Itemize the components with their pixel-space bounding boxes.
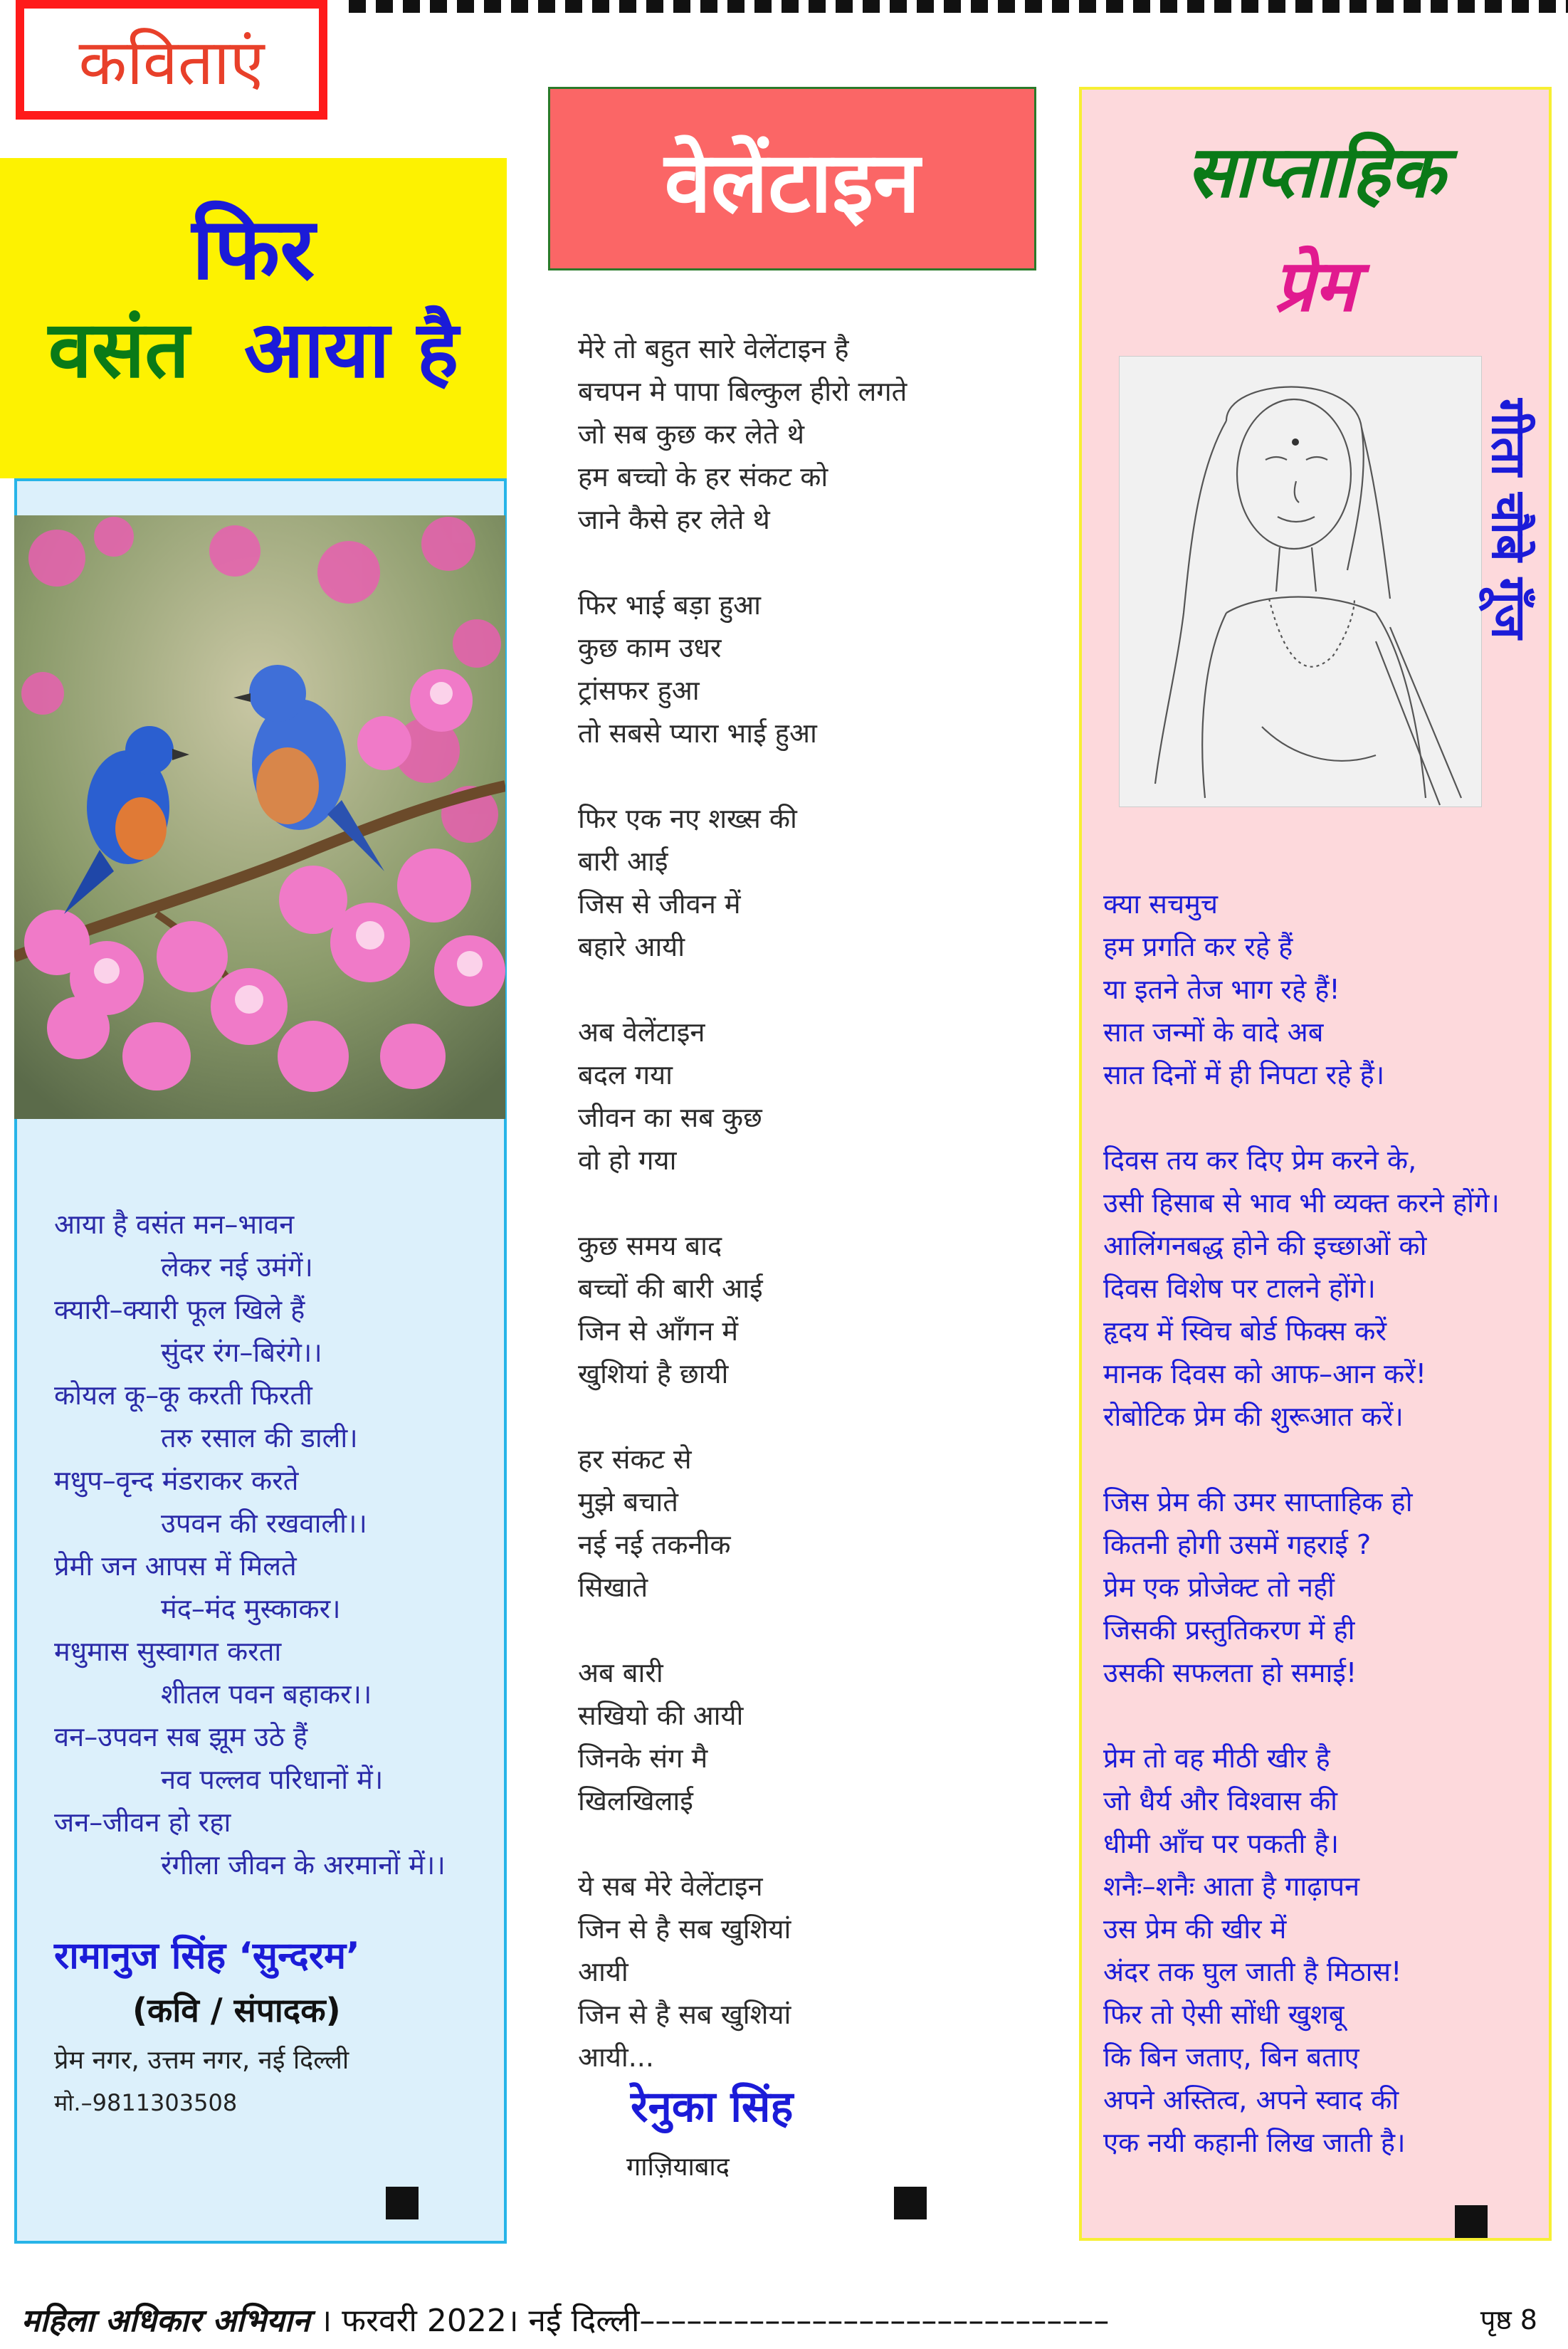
- poem2-line: आयी...: [578, 2041, 654, 2073]
- poem3-line: एक नयी कहानी लिख जाती है।: [1103, 2127, 1406, 2158]
- poem3-line: दिवस तय कर दिए प्रेम करने के,: [1103, 1145, 1417, 1176]
- poem1-line: आया है वसंत मन–भावन: [54, 1209, 295, 1240]
- poem2-body: [578, 327, 907, 2079]
- stanza-gap: [578, 1822, 907, 1865]
- poem1-line: वन–उपवन सब झूम उठे हैं: [54, 1721, 308, 1752]
- poem2-line: बहारे आयी: [578, 931, 685, 962]
- stanza-gap: [578, 1182, 907, 1224]
- poem3-line: रोबोटिक प्रेम की शुरूआत करें।: [1103, 1401, 1404, 1432]
- poem3-line: जिसकी प्रस्तुतिकरण में ही: [1103, 1614, 1355, 1646]
- poem2-line: हर संकट से: [578, 1444, 692, 1475]
- footer-dashes: ––––––––––––––––––––––––––––––: [639, 2303, 1110, 2339]
- poem2-line: नई नई तकनीक: [578, 1529, 731, 1560]
- poem2-line: बच्चों की बारी आई: [578, 1273, 763, 1304]
- poem2-line: वो हो गया: [578, 1145, 677, 1176]
- footer-page-number: पृष्ठ 8: [1480, 2304, 1537, 2335]
- poem1-line: सुंदर रंग–बिरंगे।।: [161, 1337, 322, 1368]
- poem3-title-line1: साप्ताहिक: [1186, 130, 1445, 214]
- poem1-title-line1: फिर: [191, 200, 315, 299]
- poem3-title-line2: प्रेम: [1273, 244, 1357, 327]
- top-dashed-rule: [349, 0, 1568, 13]
- poem1-line: कोयल कू–कू करती फिरती: [54, 1380, 312, 1411]
- poem3-line: हृदय में स्विच बोर्ड फिक्स करें: [1103, 1315, 1387, 1347]
- poem2-line: ट्रांसफर हुआ: [578, 675, 700, 706]
- poem1-line: रंगीला जीवन के अरमानों में।।: [161, 1849, 446, 1881]
- poem2-title: वेलेंटाइन: [548, 87, 1036, 270]
- poem3-line: धीमी आँच पर पकती है।: [1103, 1828, 1340, 1859]
- poem2-line: खिलखिलाई: [578, 1785, 693, 1817]
- poem3-line: अपने अस्तित्व, अपने स्वाद की: [1103, 2084, 1399, 2116]
- end-mark-1: [386, 2187, 419, 2219]
- poem3-line: आलिंगनबद्ध होने की इच्छाओं को: [1103, 1230, 1427, 1261]
- page-footer: [21, 2298, 1552, 2340]
- stanza-gap: [578, 755, 907, 797]
- stanza-gap: [578, 541, 907, 584]
- poem3-line: शनैः–शनैः आता है गाढ़ापन: [1103, 1871, 1360, 1902]
- poem2-line: सखियो की आयी: [578, 1700, 744, 1731]
- poem2-line: जीवन का सब कुछ: [578, 1102, 762, 1133]
- poem2-author-place: गाज़ियाबाद: [626, 2153, 730, 2182]
- poem1-author: रामानुज सिंह ‘सुन्दरम’: [54, 1935, 360, 1977]
- poem2-line: खुशियां है छायी: [578, 1358, 729, 1389]
- footer-publication: महिला अधिकार अभियान: [21, 2303, 310, 2339]
- poem1-author-mobile: मो.–9811303508: [54, 2089, 238, 2116]
- poem3-line: मानक दिवस को आफ–आन करें!: [1103, 1358, 1427, 1389]
- poem2-line: जिनके संग मै: [578, 1743, 708, 1774]
- poem2-author: रेनुका सिंह: [631, 2082, 794, 2132]
- poem2-line: कुछ समय बाद: [578, 1230, 722, 1261]
- poem1-title-word-aaya: आया है: [243, 304, 459, 395]
- poem3-line: या इतने तेज भाग रहे हैं!: [1103, 974, 1340, 1005]
- stanza-gap: [1103, 1096, 1500, 1139]
- poem1-title-word-vasant: वसंत: [48, 304, 190, 395]
- poem1-title-line2: [0, 293, 507, 400]
- poem2-line: मुझे बचाते: [578, 1486, 678, 1518]
- poem2-line: जाने कैसे हर लेते थे: [578, 504, 770, 535]
- poem2-line: अब बारी: [578, 1657, 663, 1688]
- poem3-line: सात जन्मों के वादे अब: [1103, 1016, 1324, 1048]
- poem2-line: जिन से है सब खुशियां: [578, 1999, 791, 2030]
- poem1-author-role: (कवि / संपादक): [132, 1991, 341, 2029]
- poem2-line: अब वेलेंटाइन: [578, 1016, 705, 1048]
- footer-issue: । फरवरी 2022। नई दिल्ली: [320, 2303, 640, 2339]
- poem3-line: कितनी होगी उसमें गहराई ?: [1103, 1529, 1372, 1560]
- end-mark-2: [894, 2187, 927, 2219]
- poem3-line: उसी हिसाब से भाव भी व्यक्त करने होंगे।: [1103, 1187, 1500, 1219]
- stanza-gap: [578, 1395, 907, 1438]
- stanza-gap: [578, 1609, 907, 1651]
- poem1-body: [54, 1203, 446, 1886]
- poem2-line: जिस से जीवन में: [578, 888, 741, 920]
- poem2-line: फिर भाई बड़ा हुआ: [578, 589, 762, 621]
- stanza-gap: [578, 968, 907, 1011]
- poem2-line: सिखाते: [578, 1572, 648, 1603]
- poem2-line: आयी: [578, 1956, 628, 1987]
- poem2-line: बदल गया: [578, 1059, 673, 1091]
- section-label: कविताएं: [16, 0, 327, 120]
- poem3-line: दिवस विशेष पर टालने होंगे।: [1103, 1273, 1376, 1304]
- poem3-author: गीता चौबे गूँज: [1481, 399, 1536, 639]
- poem3-line: जिस प्रेम की उमर साप्ताहिक हो: [1103, 1486, 1413, 1518]
- stanza-gap: [1103, 1694, 1500, 1737]
- poem1-line: तरु रसाल की डाली।: [161, 1422, 358, 1454]
- poem1-line: क्यारी–क्यारी फूल खिले हैं: [54, 1294, 305, 1325]
- poem2-line: जो सब कुछ कर लेते थे: [578, 419, 805, 450]
- poem1-title-box: [0, 158, 507, 478]
- birds-on-blossom-image: [14, 515, 505, 1119]
- poem3-line: उस प्रेम की खीर में: [1103, 1913, 1287, 1945]
- poem1-line: मधुमास सुस्वागत करता: [54, 1636, 282, 1667]
- poem2-line: जिन से आँगन में: [578, 1315, 739, 1347]
- poem2-line: बारी आई: [578, 846, 668, 877]
- poem3-line: हम प्रगति कर रहे हैं: [1103, 931, 1293, 962]
- poem1-author-address: प्रेम नगर, उत्तम नगर, नई दिल्ली: [54, 2046, 349, 2075]
- end-mark-3: [1455, 2205, 1488, 2238]
- poem1-line: प्रेमी जन आपस में मिलते: [54, 1550, 297, 1582]
- poem3-line: जो धैर्य और विश्वास की: [1103, 1785, 1337, 1817]
- poem2-line: हम बच्चो के हर संकट को: [578, 461, 828, 493]
- poem2-line: तो सबसे प्यारा भाई हुआ: [578, 718, 817, 749]
- poem3-line: सात दिनों में ही निपटा रहे हैं।: [1103, 1059, 1385, 1091]
- poem1-line: मंद–मंद मुस्काकर।: [161, 1593, 341, 1624]
- poem3-line: प्रेम तो वह मीठी खीर है: [1103, 1743, 1330, 1774]
- poem2-line: फिर एक नए शख्स की: [578, 803, 797, 834]
- stanza-gap: [1103, 1438, 1500, 1481]
- poem3-body: [1103, 883, 1500, 2164]
- poem1-line: शीतल पवन बहाकर।।: [161, 1678, 372, 1710]
- poem3-line: क्या सचमुच: [1103, 888, 1218, 920]
- pencil-portrait-sketch: [1119, 356, 1482, 807]
- poem2-line: ये सब मेरे वेलेंटाइन: [578, 1871, 763, 1902]
- poem2-line: जिन से है सब खुशियां: [578, 1913, 791, 1945]
- poem3-line: प्रेम एक प्रोजेक्ट तो नहीं: [1103, 1572, 1335, 1603]
- poem1-line: जन–जीवन हो रहा: [54, 1807, 231, 1838]
- poem2-line: कुछ काम उधर: [578, 632, 722, 663]
- poem3-line: अंदर तक घुल जाती है मिठास!: [1103, 1956, 1402, 1987]
- poem3-line: उसकी सफलता हो समाई!: [1103, 1657, 1357, 1688]
- poem1-line: उपवन की रखवाली।।: [161, 1508, 367, 1539]
- poem1-line: नव पल्लव परिधानों में।: [161, 1764, 384, 1795]
- poem1-line: लेकर नई उमंगें।: [161, 1251, 313, 1283]
- poem1-line: मधुप–वृन्द मंडराकर करते: [54, 1465, 299, 1496]
- poem2-line: मेरे तो बहुत सारे वेलेंटाइन है: [578, 333, 849, 364]
- poem3-line: कि बिन जताए, बिन बताए: [1103, 2041, 1359, 2073]
- poem2-line: बचपन मे पापा बिल्कुल हीरो लगते: [578, 376, 907, 407]
- poem3-line: फिर तो ऐसी सोंधी खुशबू: [1103, 1999, 1345, 2030]
